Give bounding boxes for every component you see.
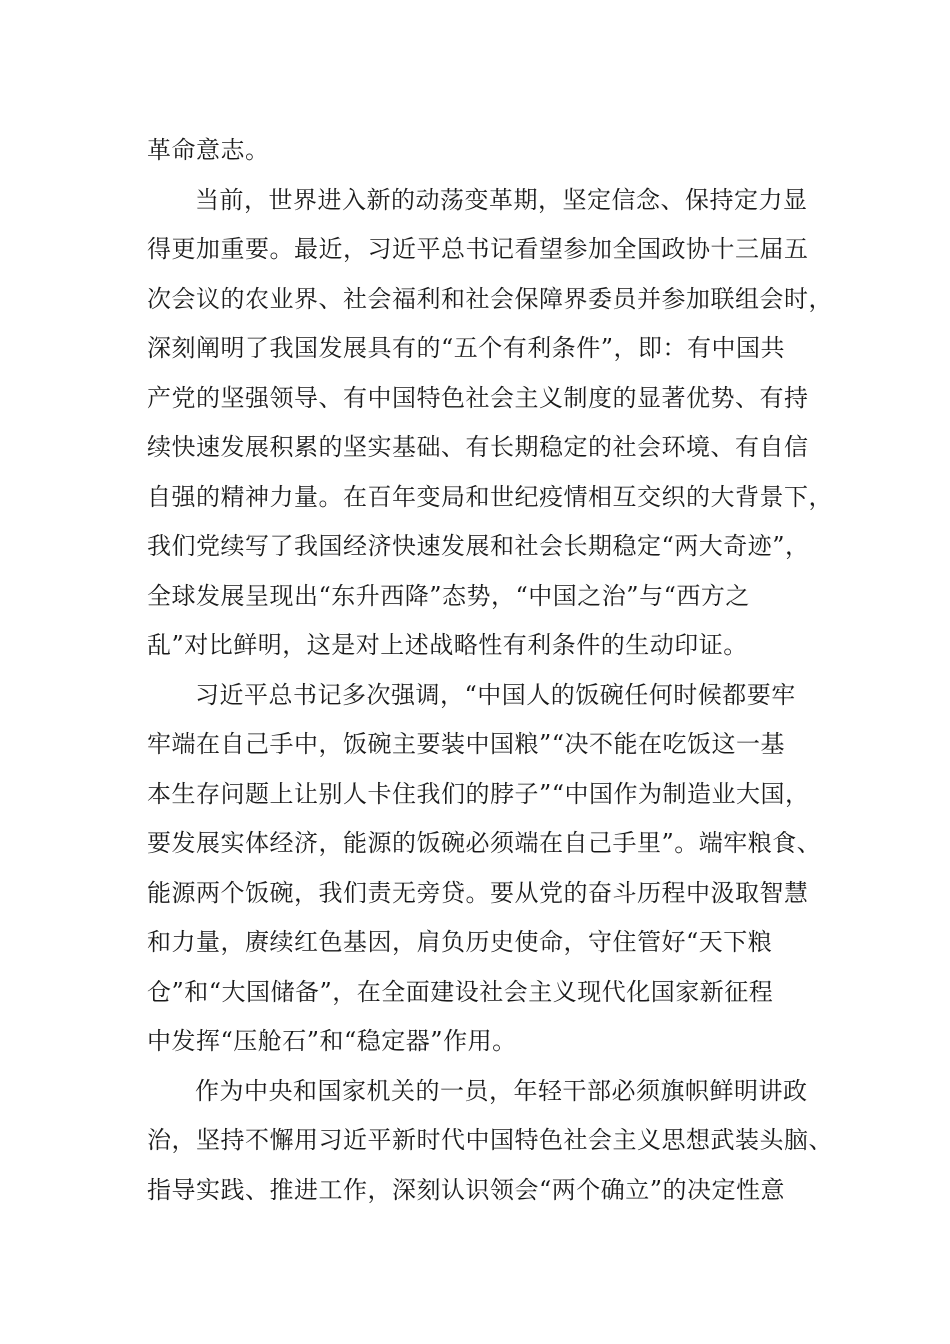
paragraph-first-line: 习近平总书记多次强调，“中国人的饭碗任何时候都要牢: [195, 680, 796, 709]
text-line: 和力量，赓续红色基因，肩负历史使命，守住管好“天下粮: [147, 928, 773, 956]
text-line: 得更加重要。最近，习近平总书记看望参加全国政协十三届五: [147, 235, 809, 263]
paragraph-first-line: 当前，世界进入新的动荡变革期，坚定信念、保持定力显: [195, 185, 808, 214]
text-line: 要发展实体经济，能源的饭碗必须端在自己手里”。端牢粮食、: [147, 829, 822, 857]
text-line: 中发挥“压舱石”和“稳定器”作用。: [147, 1027, 517, 1055]
text-line: 能源两个饭碗，我们责无旁贷。要从党的奋斗历程中汲取智慧: [147, 878, 809, 907]
text-line: 次会议的农业界、社会福利和社会保障界委员并参加联组会时，: [147, 284, 833, 313]
text-line: 续快速发展积累的坚实基础、有长期稳定的社会环境、有自信: [147, 433, 809, 461]
text-line: 自强的精神力量。在百年变局和世纪疫情相互交织的大背景下，: [147, 482, 833, 511]
text-line: 我们党续写了我国经济快速发展和社会长期稳定“两大奇迹”，: [147, 532, 810, 560]
text-line: 本生存问题上让别人卡住我们的脖子”“中国作为制造业大国，: [147, 779, 810, 808]
text-line: 治，坚持不懈用习近平新时代中国特色社会主义思想武装头脑、: [147, 1126, 833, 1154]
document-body: [147, 126, 833, 1215]
text-line: 革命意志。: [147, 136, 270, 164]
text-line: 深刻阐明了我国发展具有的“五个有利条件”，即：有中国共: [147, 334, 786, 362]
text-line: 产党的坚强领导、有中国特色社会主义制度的显著优势、有持: [147, 383, 809, 412]
paragraph-first-line: 作为中央和国家机关的一员，年轻干部必须旗帜鲜明讲政: [195, 1076, 808, 1105]
text-line: 乱”对比鲜明，这是对上述战略性有利条件的生动印证。: [147, 631, 748, 659]
text-line: 全球发展呈现出“东升西降”态势，“中国之治”与“西方之: [147, 581, 750, 610]
text-line: 牢端在自己手中，饭碗主要装中国粮”“决不能在吃饭这一基: [147, 730, 786, 758]
text-line: 指导实践、推进工作，深刻认识领会“两个确立”的决定性意: [147, 1175, 786, 1204]
text-line: 仓”和“大国储备”，在全面建设社会主义现代化国家新征程: [147, 977, 774, 1006]
